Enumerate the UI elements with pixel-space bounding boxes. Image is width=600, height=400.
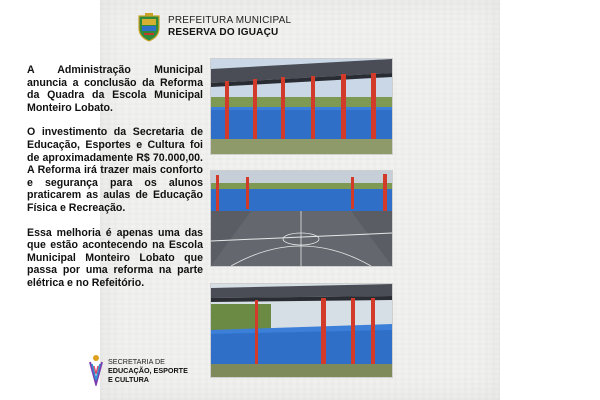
paragraph-3: Essa melhoria é apenas uma das que estão acontecendo na Escola Municipal Monteiro Lobato que passa por uma reforma na parte elétrica e no Refeitório. — [27, 226, 203, 289]
footer-line-3: E CULTURA — [108, 374, 149, 384]
secretaria-logo-icon — [88, 354, 104, 386]
municipal-crest-icon — [136, 12, 162, 42]
footer — [88, 354, 188, 386]
court-interior-photo — [210, 170, 393, 267]
footer-line-2: EDUCAÇÃO, ESPORTE — [108, 365, 188, 375]
paragraph-2: O investimento da Secretaria de Educação, Esportes e Cultura foi de aproximadamente R$ 70.000,00. A Reforma irá trazer mais conforto e segurança para os alunos praticarem as aulas de Educação Física e Recreação. — [27, 126, 203, 214]
header-title: PREFEITURA MUNICIPAL — [168, 15, 292, 26]
court-side-photo — [210, 283, 393, 378]
court-exterior-photo — [210, 58, 393, 155]
announcement-text — [27, 64, 203, 302]
paragraph-1: A Administração Municipal anuncia a conclusão da Reforma da Quadra da Escola Municipal Monteiro Lobato. — [27, 64, 203, 114]
header — [136, 12, 291, 42]
footer-line-1: SECRETARIA DE — [108, 356, 165, 366]
header-subtitle: RESERVA DO IGUAÇU — [168, 27, 279, 38]
